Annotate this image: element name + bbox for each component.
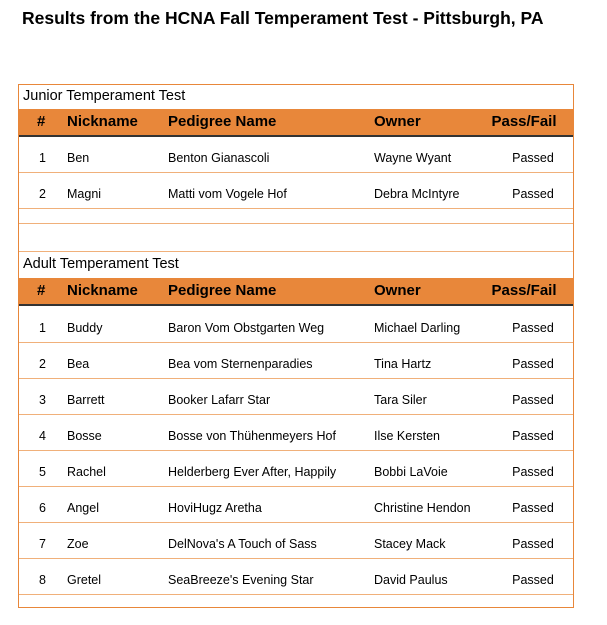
empty-row-divider [19, 251, 573, 252]
table-row [19, 307, 573, 343]
table-row [19, 343, 573, 379]
adult-header-row [19, 278, 573, 306]
empty-row-divider [19, 223, 573, 224]
header-nickname: Nickname [67, 113, 138, 130]
row-result: Passed [512, 465, 554, 479]
row-nickname: Barrett [67, 393, 105, 407]
row-pedigree-name: Baron Vom Obstgarten Weg [168, 321, 325, 335]
row-owner: Christine Hendon [374, 501, 471, 515]
row-number: 2 [39, 357, 46, 371]
row-owner: Ilse Kersten [374, 429, 441, 443]
row-result: Passed [512, 537, 554, 551]
row-number: 1 [39, 321, 46, 335]
row-nickname: Rachel [67, 465, 106, 479]
row-pedigree-name: DelNova's A Touch of Sass [168, 537, 317, 551]
table-row [19, 137, 573, 173]
junior-header-row [19, 109, 573, 137]
header-number: # [37, 282, 46, 299]
row-owner: Michael Darling [374, 321, 461, 335]
row-result: Passed [512, 393, 554, 407]
row-owner: David Paulus [374, 573, 448, 587]
row-owner: Stacey Mack [374, 537, 446, 551]
row-owner: Wayne Wyant [374, 151, 452, 165]
row-pedigree-name: HoviHugz Aretha [168, 501, 262, 515]
row-pedigree-name: Matti vom Vogele Hof [168, 187, 287, 201]
header-nickname: Nickname [67, 282, 138, 299]
row-result: Passed [512, 573, 554, 587]
row-number: 6 [39, 501, 46, 515]
row-number: 7 [39, 537, 46, 551]
header-owner: Owner [374, 113, 421, 130]
row-number: 5 [39, 465, 46, 479]
row-result: Passed [512, 501, 554, 515]
row-nickname: Buddy [67, 321, 103, 335]
row-nickname: Zoe [67, 537, 89, 551]
row-owner: Tina Hartz [374, 357, 432, 371]
header-number: # [37, 113, 46, 130]
results-table [18, 84, 574, 608]
row-owner: Debra McIntyre [374, 187, 460, 201]
row-pedigree-name: Bea vom Sternenparadies [168, 357, 313, 371]
row-nickname: Bea [67, 357, 90, 371]
row-result: Passed [512, 151, 554, 165]
table-row [19, 523, 573, 559]
page-title: Results from the HCNA Fall Temperament Test - Pittsburgh, PA [22, 8, 544, 28]
adult-section-title: Adult Temperament Test [23, 256, 179, 272]
junior-section-title: Junior Temperament Test [23, 88, 186, 104]
table-row [19, 487, 573, 523]
table-row [19, 173, 573, 209]
row-pedigree-name: SeaBreeze's Evening Star [168, 573, 314, 587]
row-result: Passed [512, 187, 554, 201]
header-pass-fail: Pass/Fail [491, 113, 557, 130]
header-pass-fail: Pass/Fail [491, 282, 557, 299]
row-number: 4 [39, 429, 46, 443]
row-result: Passed [512, 321, 554, 335]
row-nickname: Magni [67, 187, 102, 201]
row-pedigree-name: Benton Gianascoli [168, 151, 270, 165]
row-result: Passed [512, 429, 554, 443]
row-number: 2 [39, 187, 46, 201]
row-nickname: Ben [67, 151, 90, 165]
row-number: 3 [39, 393, 46, 407]
row-nickname: Gretel [67, 573, 102, 587]
header-pedigree-name: Pedigree Name [168, 113, 277, 130]
row-number: 1 [39, 151, 46, 165]
row-pedigree-name: Booker Lafarr Star [168, 393, 271, 407]
row-number: 8 [39, 573, 46, 587]
row-nickname: Bosse [67, 429, 102, 443]
row-pedigree-name: Bosse von Thühenmeyers Hof [168, 429, 336, 443]
row-owner: Bobbi LaVoie [374, 465, 448, 479]
table-row [19, 559, 573, 595]
table-row [19, 415, 573, 451]
row-pedigree-name: Helderberg Ever After, Happily [168, 465, 337, 479]
table-row [19, 379, 573, 415]
row-result: Passed [512, 357, 554, 371]
header-owner: Owner [374, 282, 421, 299]
row-owner: Tara Siler [374, 393, 427, 407]
header-pedigree-name: Pedigree Name [168, 282, 277, 299]
table-row [19, 451, 573, 487]
row-nickname: Angel [67, 501, 99, 515]
